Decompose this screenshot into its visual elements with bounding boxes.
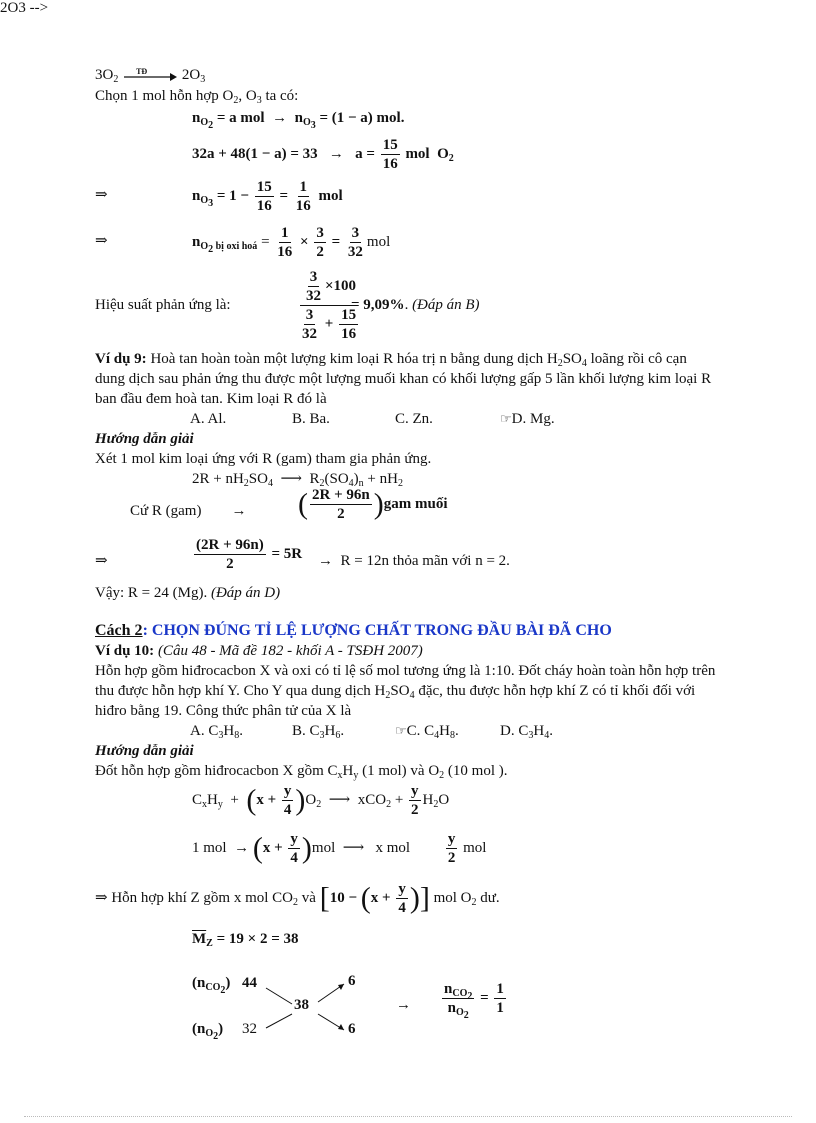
value-44: 44: [242, 975, 257, 991]
reactant: 3O: [95, 67, 114, 83]
arrow-right: →: [396, 997, 411, 1013]
dot-line: Đốt hỗn hợp gồm hiđrocacbon X gồm $C_xH_y$ (1 mol) và $O_2$ (10 mol ).: [95, 763, 508, 781]
vd9-option-a: A. Al.: [190, 411, 227, 427]
huong-dan-heading-2: Hướng dẫn giải: [95, 743, 194, 759]
cross-diagram-lines: [260, 980, 370, 1040]
pointing-hand-icon: ☞: [395, 723, 407, 738]
combustion-equation: $C_xH_y + (x$ + $\frac{y}{4}$ )$O_2$ ⟶ xCO$_2$ + $\frac{y}{2}$ $H_2O$: [192, 783, 450, 818]
cu-line: Cứ R (gam) →: [130, 503, 247, 519]
z-composition: ⇒ Hỗn hợp khí Z gồm x mol $CO_2$ và [10 − (x + $\frac{y}{4}$ )] mol $O_2$ dư.: [95, 881, 500, 916]
arrow-label: TĐ: [136, 66, 148, 76]
reaction-r: $2R + nH_2SO_4$ ⟶ $R_2(SO_4)_n + nH_2$: [192, 471, 403, 489]
implies-2: ⇒: [95, 233, 108, 249]
vd10-line2: thu được hỗn hợp khí Y. Cho Y qua dung dịch $H_2SO_4$ đặc, thu được hỗn hợp khí Z có tỉ khối đối với: [95, 683, 696, 701]
ozone-reaction: $3O_2$ TĐ $2O_3$: [95, 66, 205, 84]
equation-5r: $\frac{(2R + 96n)}{2}$ = 5R: [196, 537, 303, 572]
o2-label: $(n_{O_2})$: [192, 1021, 224, 1042]
equation-mass: 32a + 48(1 − a) = 33 → a = $\frac{15}{16}$ mol $O_2$: [192, 137, 454, 172]
vd10-line3: hiđro bằng 19. Công thức phân tử của X là: [95, 703, 352, 719]
r-result: → R = 12n thỏa mãn với n = 2.: [318, 553, 510, 569]
value-6-top: 6: [348, 973, 356, 989]
huong-dan-heading-1: Hướng dẫn giải: [95, 431, 194, 447]
vd9-line3: ban đầu đem hoà tan. Kim loại R đó là: [95, 391, 327, 407]
hieu-suat-result: = 9,09%. (Đáp án B): [351, 297, 480, 313]
vd10-line1: Hỗn hợp gồm hiđrocacbon X và oxi có tỉ lệ số mol tương ứng là 1:10. Đốt cháy hoàn toàn hỗn hợp trên: [95, 663, 716, 679]
intro-line: Chọn 1 mol hỗn hợp $O_2$, $O_3$ ta có:: [95, 88, 299, 106]
implies-1: ⇒: [95, 187, 108, 203]
vd9-option-b: B. Ba.: [292, 411, 330, 427]
pointing-hand-icon: ☞: [500, 411, 512, 426]
equation-mol: $n_{O_2} = a$ mol → $n_{O_3} = (1 - a)$ mol.: [192, 110, 405, 131]
vd10-option-d: D. $C_3H_4$.: [500, 723, 553, 741]
vd9-line1: Ví dụ 9: Hoà tan hoàn toàn một lượng kim loại R hóa trị n bằng dung dịch $H_2SO_4$ loãng rồi cô cạn: [95, 351, 687, 369]
document-page: 2O3 --> $3O_2$ TĐ $2O_3$ Chọn 1 mol hỗn hợp $O_2$, $O_3$ ta có: $n_{O_2} = a$ mol → $n_{O_3} = (1 - a)$ mol. 32a + 48(1 − a) = 33 → a = $\frac{15}{16}$ mol $O_2$ ⇒ $n_{O_3} = 1$ − $\frac{15}{16}$ = $\frac{1}{16}$ mol ⇒ $n_{O_2 bị oxi hoá}$ = $\frac{1}{16}$ × $\frac{3}{2}$ = $\frac{3}{32}$ mol Hiệu suất phản ứng là: $\frac{3}{32}$ ×100 $\frac{3}{32}$ + $\frac{15}{16}$ = 9,09%. (Đáp án B) Ví dụ 9: Hoà tan hoàn toàn một lượng kim loại R hóa trị n bằng dung dịch $H_2SO_4$ loãng rồi cô cạn dung dịch sau phản ứng thu được một lượng muối khan có khối lượng gấp 5 lần khối lượng kim loại R ban đầu đem hoà tan. Kim loại R đó là A. Al. B. Ba. C. Zn. ☞D. Mg. Hướng dẫn giải Xét 1 mol kim loại ứng với R (gam) tham gia phản ứng. $2R + nH_2SO_4$ ⟶ $R_2(SO_4)_n + nH_2$ Cứ R (gam) → ( $\frac{2R + 96n}{2}$ )gam muối ⇒ $\frac{(2R + 96n)}{2}$ = 5R → R = 12n thỏa mãn với n = 2. Vậy: R = 24 (Mg). (Đáp án D) Cách 2: CHỌN ĐÚNG TỈ LỆ LƯỢNG CHẤT TRONG ĐẦU BÀI ĐÃ CHO Ví dụ 10: (Câu 48 - Mã đề 182 - khối A - TSĐH 2007) Hỗn hợp gồm hiđrocacbon X và oxi có tỉ lệ số mol tương ứng là 1:10. Đốt cháy hoàn toàn hỗn hợp trên thu được hỗn hợp khí Y. Cho Y qua dung dịch $H_2SO_4$ đặc, thu được hỗn hợp khí Z có tỉ khối đối với hiđro bằng 19. Công thức phân tử của X là A. $C_3H_8$. B. $C_3H_6$. ☞C. $C_4H_8$. D. $C_3H_4$. Hướng dẫn giải Đốt hỗn hợp gồm hiđrocacbon X gồm $C_xH_y$ (1 mol) và $O_2$ (10 mol ). $C_xH_y + (x$ + $\frac{y}{4}$ )$O_2$ ⟶ xCO$_2$ + $\frac{y}{2}$ $H_2O$ 1 mol → (x + $\frac{y}{4}$ )mol ⟶ x mol $\frac{y}{2}$ mol ⇒ Hỗn hợp khí Z gồm x mol $CO_2$ và [10 − (x + $\frac{y}{4}$ )] mol $O_2$ dư. $\overline{M}_Z = 19 \times 2 = 38$ $(n_{CO_2})$ 44 $(n_{O_2})$ 32 38 6 6 → $\frac{n_{CO_2}}{n_{O_2}}$ = $\frac{1}{1}$: [0, 0, 816, 1123]
value-6-bottom: 6: [348, 1021, 356, 1037]
salt-mass: ( $\frac{2R + 96n}{2}$ )gam muối: [298, 487, 448, 522]
vay-line: Vậy: R = 24 (Mg). (Đáp án D): [95, 585, 281, 601]
co2-label: $(n_{CO_2})$: [192, 975, 231, 996]
hieu-suat-fraction: $\frac{3}{32}$ ×100 $\frac{3}{32}$ + $\frac{15}{16}$: [302, 269, 357, 342]
page-bottom-divider: [24, 1116, 792, 1117]
vd10-option-b: B. $C_3H_6$.: [292, 723, 345, 741]
equation-no3: $n_{O_3} = 1$ − $\frac{15}{16}$ = $\frac{1}{16}$ mol: [192, 179, 343, 214]
vd9-option-c: C. Zn.: [395, 411, 433, 427]
mz-equation: $\overline{M}_Z = 19 \times 2 = 38$: [192, 931, 299, 949]
implies-3: ⇒: [95, 553, 108, 569]
hieu-suat-label: Hiệu suất phản ứng là:: [95, 297, 231, 313]
cach2-heading: Cách 2: CHỌN ĐÚNG TỈ LỆ LƯỢNG CHẤT TRONG ĐẦU BÀI ĐÃ CHO: [95, 622, 612, 639]
vd10-title: Ví dụ 10: (Câu 48 - Mã đề 182 - khối A - TSĐH 2007): [95, 643, 423, 659]
equation-oxidized: $n_{O_2 bị oxi hoá}$ = $\frac{1}{16}$ × $\frac{3}{2}$ = $\frac{3}{32}$ mol: [192, 225, 391, 260]
vd10-option-c: ☞C. $C_4H_8$.: [395, 723, 459, 741]
mole-ratio-line: 1 mol → (x + $\frac{y}{4}$ )mol ⟶ x mol $\frac{y}{2}$ mol: [192, 831, 487, 866]
xet-line: Xét 1 mol kim loại ứng với R (gam) tham gia phản ứng.: [95, 451, 432, 467]
value-38: 38: [294, 997, 309, 1013]
vd9-line2: dung dịch sau phản ứng thu được một lượng muối khan có khối lượng gấp 5 lần khối lượng kim loại R: [95, 371, 712, 387]
product: 2O: [181, 67, 201, 83]
vd9-option-d: ☞D. Mg.: [500, 411, 555, 427]
vd10-option-a: A. $C_3H_8$.: [190, 723, 243, 741]
value-32: 32: [242, 1021, 257, 1037]
reaction-arrow: [122, 66, 178, 83]
ratio-result: $\frac{n_{CO_2}}{n_{O_2}}$ = $\frac{1}{1}$: [444, 981, 504, 1021]
